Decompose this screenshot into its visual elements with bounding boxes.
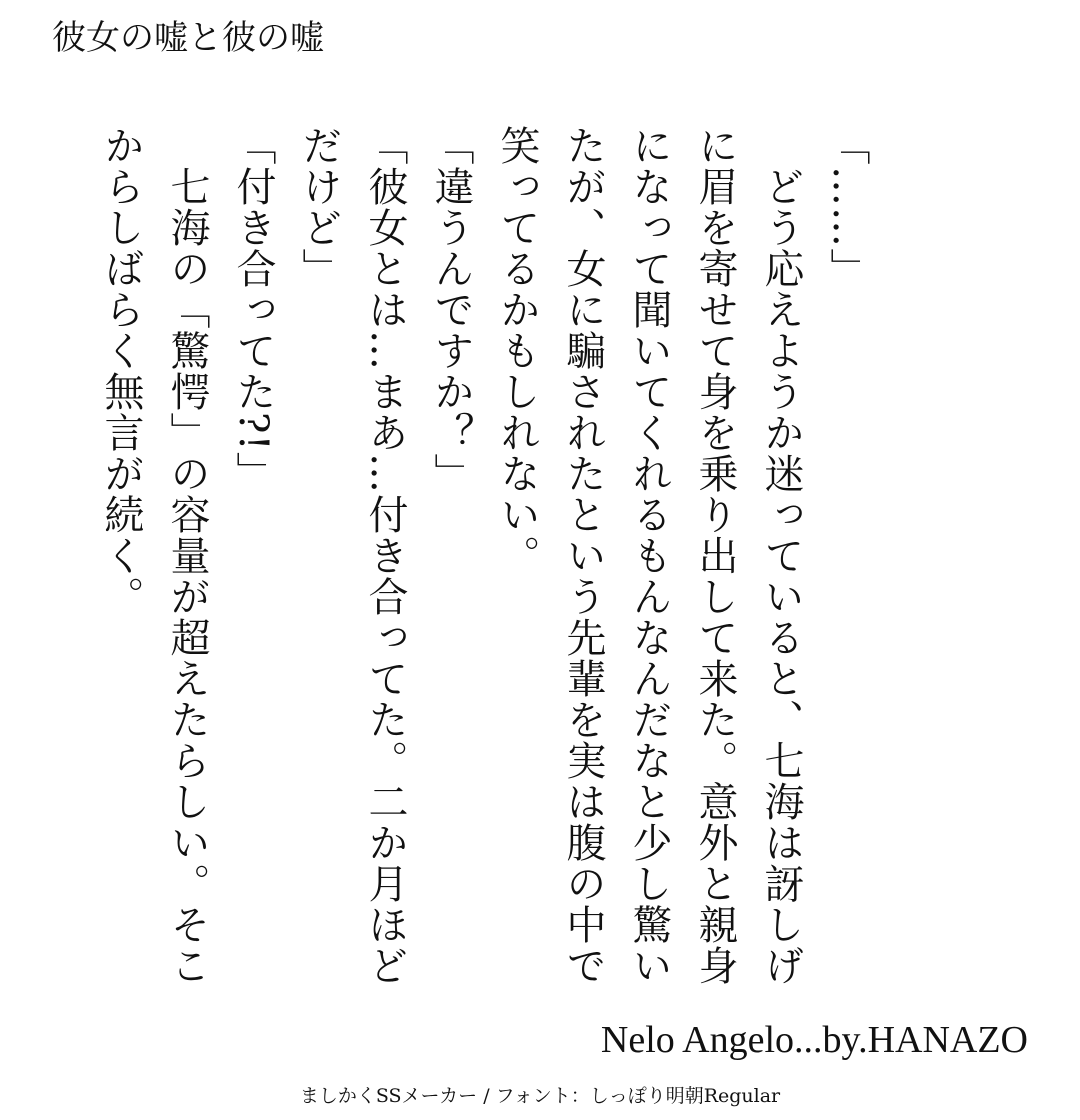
paragraph: 「……」 bbox=[824, 125, 870, 289]
credit-line: ましかくSSメーカー / フォント：しっぽり明朝Regular bbox=[299, 1085, 781, 1107]
paragraph: 「彼女とは…まあ…付き合ってた。二か月ほどだけど」 bbox=[296, 125, 408, 986]
paragraph: 「付き合ってた?!」 bbox=[230, 125, 276, 493]
story-body bbox=[88, 125, 880, 1005]
page-title: 彼女の嘘と彼の嘘 bbox=[52, 18, 324, 58]
author-signature: Nelo Angelo...by.HANAZO bbox=[600, 1019, 1028, 1061]
paragraph: どう応えようか迷っていると、七海は訝しげに眉を寄せて身を乗り出して来た。意外と親身になって聞いてくれるもんなんだなと少し驚いたが、女に騙されたという先輩を実は腹の中で笑ってるかもしれない。 bbox=[494, 125, 804, 986]
paragraph: 「違うんですか？」 bbox=[428, 125, 474, 494]
paragraph: 七海の「驚愕」の容量が超えたらしい。そこからしばらく無言が続く。 bbox=[98, 125, 210, 986]
